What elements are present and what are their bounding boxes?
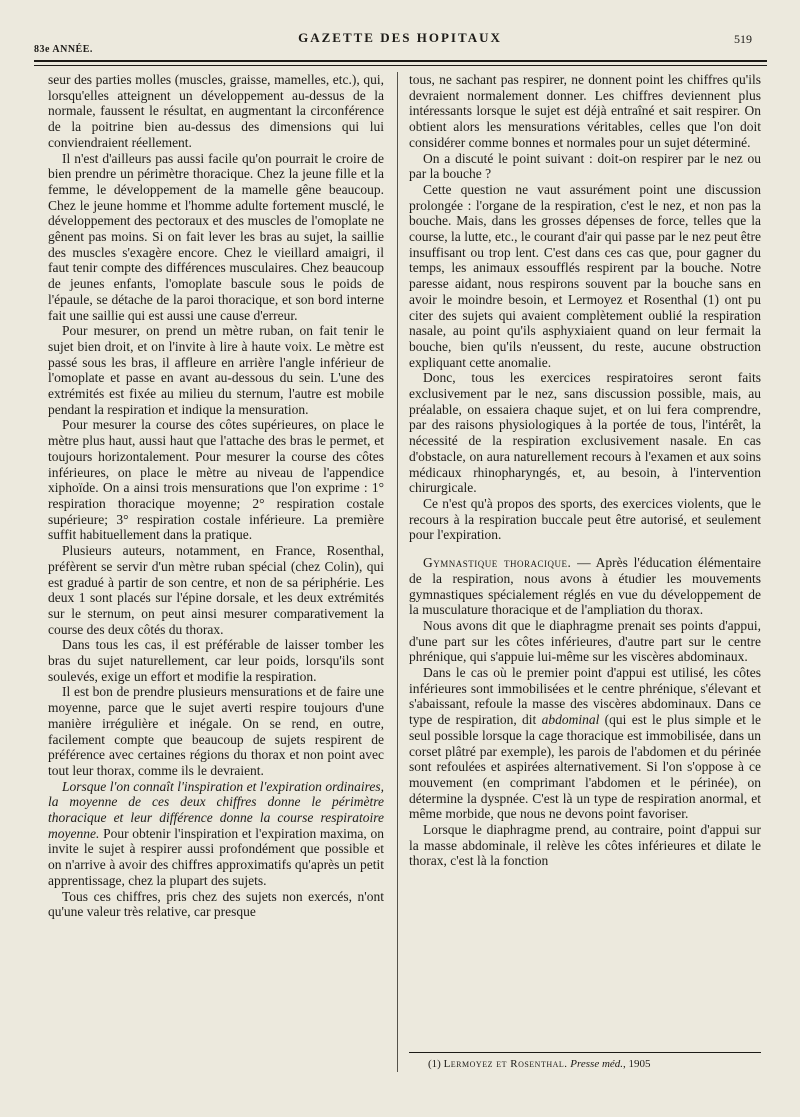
paragraph: Ce n'est qu'à propos des sports, des exercices violents, que le recours à la respiration buccale peut être autorisé, et seulement pour l'expiration. [409, 495, 761, 543]
paragraph: Donc, tous les exercices respiratoires seront faits exclusivement par le nez, sans discussion possible, mais, au préalable, on essaiera chaque sujet, et on lui fera comprendre, par des raisons physiologiques à la portée de tous, l'intérêt, la nécessité de la respiration exclusivement nasale. En cas d'obstacle, on aura naturellement recours à l'examen et aux soins médicaux rhinopharyngés, et, au besoin, à l'intervention chirurgicale. [409, 370, 761, 496]
paragraph: Tous ces chiffres, pris chez des sujets non exercés, n'ont qu'une valeur très relative, car presque [48, 888, 384, 920]
journal-title: GAZETTE DES HOPITAUX [298, 30, 502, 45]
footnote-journal: Presse méd. [567, 1058, 624, 1070]
paragraph [48, 779, 384, 889]
paragraph-text: Dans le cas où le premier point d'appui est utilisé, les côtes inférieures sont immobilisées et le centre phrénique, s'élevant et s'abaissant, refoule la masse des viscères abdominaux. Dans ce type de respiration, dit [409, 665, 761, 728]
section-heading: Gymnastique thoracique. [423, 555, 572, 571]
column-divider [397, 72, 398, 1072]
paragraph: On a discuté le point suivant : doit-on respirer par le nez ou par la bouche ? [409, 150, 761, 182]
paragraph: Il est bon de prendre plusieurs mensurations et de faire une moyenne, parce que le sujet averti respire toujours d'une manière irrégulière et inégale. On se rend, en outre, facilement compte que beaucoup de sujets respirent de préférence avec certaines régions du thorax et non point avec tout leur thorax, comme ils le devraient. [48, 684, 384, 778]
left-column [48, 72, 384, 920]
footnote-year: , 1905 [623, 1058, 651, 1070]
page-number: 519 [734, 32, 752, 46]
paragraph: Pour mesurer, on prend un mètre ruban, on fait tenir le sujet bien droit, et on l'invite à lire à haute voix. Le mètre est passé sous les bras, il affleure en arrière l'angle inférieur de l'omoplate et passe en avant au-dessous du sein. L'une des extrémités est fixée au milieu du sternum, l'autre est mobile pendant la respiration et indique la mensuration. [48, 323, 384, 417]
paragraph-text: — Après l'éducation élémentaire de la respiration, nous avons à étudier les mouvements gymnastiques spécialement réglés en vue du développement de la musculature thoracique et de l'ampliation du thorax. [409, 555, 761, 618]
paragraph: Il n'est d'ailleurs pas aussi facile qu'on pourrait le croire de bien prendre un périmètre thoracique. Chez la jeune fille et la femme, le développement de la mamelle gêne beaucoup. Chez le jeune homme et l'homme adulte fortement musclé, le développement des pectoraux et des muscles de l'omoplate ne gênent pas moins. Si on fait lever les bras au sujet, la saillie des muscles s'exagère encore. Chez le vieillard amaigri, il faut tenir compte des différences musculaires. Chez beaucoup de jeunes enfants, l'omoplate bascule sous le poids de l'épaule, se détache de la paroi thoracique, et son bord interne fait une saillie qui est aussi une cause d'erreur. [48, 150, 384, 323]
paragraph-italic-text: Lorsque l'on connaît l'inspiration et l'expiration ordinaires, la moyenne de ces deux chiffres donne le périmètre thoracique et leur différence donne la course respiratoire moyenne. [48, 778, 384, 841]
paragraph [409, 555, 761, 618]
paragraph: Cette question ne vaut assurément point une discussion prolongée : l'organe de la respiration, c'est le nez, et non pas la bouche. Mais, dans les grosses dépenses de force, telles que la course, la lutte, etc., le courant d'air qui passe par le nez peut être insuffisant ou trop lent. C'est dans ces cas que, pour gagner du temps, les animaux essoufflés respirent par la bouche. Notre paresse aidant, nous respirons souvent par la bouche sans en avoir le moindre besoin, et Lermoyez et Rosenthal (1) ont pu citer des sujets qui avaient complètement oublié la respiration nasale, au point qu'ils asphyxiaient quand on leur fermait la bouche, bien qu'ils n'eussent, du reste, aucune obstruction expliquant cette anomalie. [409, 181, 761, 370]
paragraph: seur des parties molles (muscles, graisse, mamelles, etc.), qui, lorsqu'elles atteignent un développement au-dessus de la normale, faussent le résultat, en augmentant la circonférence de la poitrine bien au-dessus des dimensions qui lui conviendraient réellement. [48, 72, 384, 150]
footnote-authors: Lermoyez et Rosenthal. [443, 1058, 568, 1070]
paragraph-italic-text: abdominal [541, 712, 600, 728]
header-rule-thick [34, 60, 767, 62]
paragraph: Pour mesurer la course des côtes supérieures, on place le mètre plus haut, aussi haut que l'attache des bras le permet, et toujours horizontalement. Pour mesurer la course des côtes inférieures, on place le mètre au niveau de l'appendice xiphoïde. On a ainsi trois mensurations que l'on exprime : 1° respiration thoracique moyenne; 2° respiration costale supérieure; 3° respiration costale inférieure. La première suffit habituellement dans la pratique. [48, 417, 384, 543]
issue-year: 83e ANNÉE. [34, 44, 93, 55]
header-rule-thin [34, 65, 767, 66]
paragraph: Nous avons dit que le diaphragme prenait ses points d'appui, d'une part sur les côtes inférieures, d'autre part sur le centre phrénique, qui s'appuie lui-même sur les viscères abdominaux. [409, 617, 761, 665]
footnote-marker: (1) [428, 1058, 444, 1070]
paragraph: Plusieurs auteurs, notamment, en France, Rosenthal, préfèrent se servir d'un mètre ruban spécial (chez Colin), qui est gradué à partir de son centre, et non de sa périphérie. Les deux 1 sont placés sur l'épine dorsale, et les deux extrémités sur le sternum, on peut ainsi mesurer comparativement la course des deux côtés du thorax. [48, 543, 384, 637]
footnote-rule [409, 1052, 761, 1053]
footnote [428, 1058, 651, 1070]
paragraph-text: (qui est le plus simple et le seul possible lorsque la cage thoracique est immobilisée, dans un corset plâtré par exemple), les parois de l'abdomen et du périnée sont refoulées et aspirées alternativement. Si l'on s'oppose à ce mouvement (en comprimant l'abdomen et le périnée), on détermine la dyspnée. C'est là un type de respiration anormal, et même morbide, que nous ne devons point favoriser. [409, 712, 761, 822]
paragraph: Dans tous les cas, il est préférable de laisser tomber les bras du sujet naturellement, car leur poids, lorsqu'ils sont soulevés, exige un effort et modifie la respiration. [48, 637, 384, 684]
paragraph [409, 665, 761, 822]
right-column [409, 72, 761, 869]
paragraph-text: Pour obtenir l'inspiration et l'expiration maxima, on invite le sujet à respirer aussi profondément que possible et on n'arrive à avoir des chiffres approximatifs qu'après un petit apprentissage, chez la plupart des sujets. [48, 825, 384, 888]
paragraph: Lorsque le diaphragme prend, au contraire, point d'appui sur la masse abdominale, il relève les côtes inférieures et dilate le thorax, c'est là la fonction [409, 822, 761, 869]
paragraph: tous, ne sachant pas respirer, ne donnent point les chiffres qu'ils devraient normalement donner. Les chiffres deviennent plus intéressants lorsque le sujet est déjà entraîné et sait respirer. On obtient alors les mensurations véritables, celles que l'on doit considérer comme bonnes et normales pour un sujet déterminé. [409, 72, 761, 150]
